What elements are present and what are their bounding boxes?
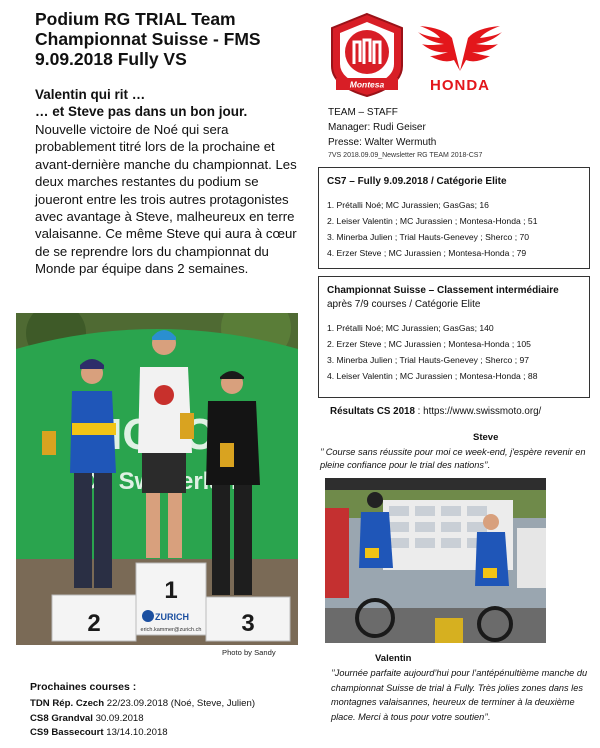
standings-row: 4. Leiser Valentin ; MC Jurassien ; Montesa-Honda ; 88 — [327, 371, 538, 381]
next-race-name: TDN Rép. Czech — [30, 698, 105, 709]
race-result-heading: CS7 – Fully 9.09.2018 / Catégorie Elite — [327, 176, 507, 187]
intro-paragraph: Nouvelle victoire de Noé qui sera probablement titré lors de la prochaine et avant-dernière manche du championnat. Les deux marches restantes du podium se joueront entre les trois autres protagonistes avec avantage à Steve, malheureux en terre valaisanne. Ce même Steve qui aura à cœur de se reprendre lors du championnat du Monde par équipe dans 2 semaines. — [35, 122, 297, 277]
staff-manager: Manager: Rudi Geiser — [328, 122, 426, 133]
standings-row: 3. Minerba Julien ; Trial Hauts-Genevey ; Sherco ; 97 — [327, 355, 530, 365]
standings-row: 2. Erzer Steve ; MC Jurassien ; Montesa-Honda ; 105 — [327, 339, 531, 349]
title-line-1: Podium RG TRIAL Team — [35, 9, 236, 29]
next-race-detail: 22/23.09.2018 (Noé, Steve, Julien) — [104, 698, 256, 709]
intro-heading-line-1: Valentin qui rit … — [35, 87, 146, 102]
title-line-3: 9.09.2018 Fully VS — [35, 49, 187, 69]
valentin-name: Valentin — [375, 653, 412, 664]
race-result-row: 3. Minerba Julien ; Trial Hauts-Genevey ; Sherco ; 70 — [327, 232, 530, 242]
standings-row: 1. Prétalli Noé; MC Jurassien; GasGas; 140 — [327, 323, 494, 333]
race-result-list — [319, 197, 589, 261]
photo-credit: Photo by Sandy — [222, 648, 276, 657]
race-result-row: 1. Prétalli Noé; MC Jurassien; GasGas; 16 — [327, 200, 489, 210]
standings-subheading: après 7/9 courses / Catégorie Elite — [327, 299, 481, 310]
race-result-row: 4. Erzer Steve ; MC Jurassien ; Montesa-Honda ; 79 — [327, 248, 527, 258]
race-result-row: 2. Leiser Valentin ; MC Jurassien ; Montesa-Honda ; 51 — [327, 216, 538, 226]
race-result-box — [318, 167, 590, 269]
steve-name: Steve — [473, 432, 499, 443]
results-label: Résultats CS 2018 — [330, 406, 415, 417]
next-race-name: CS9 Bassecourt — [30, 727, 104, 738]
svg-text:erich.kammer@zurich.ch: erich.kammer@zurich.ch — [140, 627, 202, 633]
riders-photo — [325, 478, 546, 643]
svg-text:ZURICH: ZURICH — [155, 612, 189, 622]
next-race-name: CS8 Grandval — [30, 712, 93, 724]
next-race-item — [30, 697, 255, 712]
valentin-quote: ’’Journée parfaite aujourd’hui pour l’antépénultième manche du championnat Suisse de trial à Fully. Très jolies zones dans les montagnes valaisannes, heureux de terminer à la deuxième place. Merci à tous pour votre soutien’’. — [331, 668, 588, 722]
next-race-item — [30, 712, 255, 727]
intro-heading — [35, 86, 305, 120]
intro-heading-line-2: … et Steve pas dans un bon jour. — [35, 104, 248, 119]
honda-logo — [414, 16, 506, 94]
svg-text:2: 2 — [87, 610, 101, 637]
next-races-heading: Prochaines courses : — [30, 681, 137, 693]
montesa-logo — [328, 12, 406, 98]
results-separator: : — [414, 406, 424, 417]
team-staff — [328, 105, 588, 161]
staff-title: TEAM – STAFF — [328, 107, 398, 118]
svg-text:3: 3 — [241, 610, 255, 637]
next-race-item — [30, 726, 255, 741]
newsletter-ref: 7VS 2018.09.09_Newsletter RG TEAM 2018-CS7 — [328, 152, 483, 159]
next-race-detail: 30.09.2018 — [92, 712, 144, 724]
staff-press: Presse: Walter Wermuth — [328, 137, 437, 148]
svg-text:HONDA: HONDA — [430, 77, 490, 94]
podium-photo — [16, 313, 298, 645]
results-link[interactable]: https://www.swissmoto.org/ — [423, 406, 542, 417]
svg-text:1: 1 — [164, 577, 178, 604]
standings-box — [318, 276, 590, 398]
svg-text:Montesa: Montesa — [349, 79, 385, 90]
page-title — [35, 9, 315, 69]
steve-quote: ’’ Course sans réussite pour moi ce week-end, j'espère revenir en pleine confiance pour le trial des nations’’. — [320, 447, 586, 470]
next-races-list — [30, 697, 255, 741]
results-line — [330, 406, 590, 417]
standings-list — [319, 320, 589, 384]
standings-heading: Championnat Suisse – Classement intermédiaire — [327, 285, 559, 296]
next-race-detail: 13/14.10.2018 — [103, 727, 168, 738]
title-line-2: Championnat Suisse - FMS — [35, 29, 261, 49]
